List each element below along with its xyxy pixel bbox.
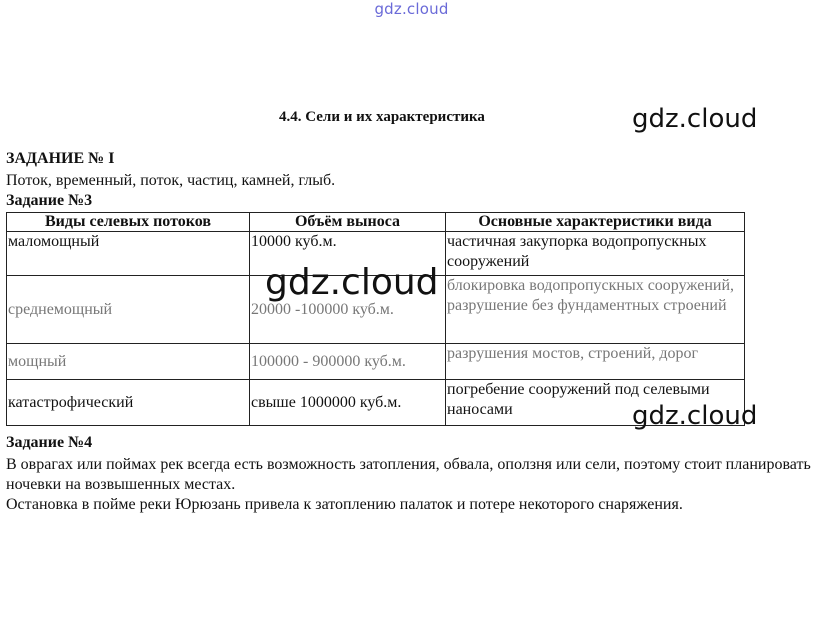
cell-features: частичная закупорка водопропускных сооружений	[446, 232, 745, 276]
watermark: gdz.cloud	[632, 401, 758, 431]
cell-volume: 100000 - 900000 куб.м.	[250, 344, 446, 380]
cell-features: разрушения мостов, строений, дорог	[446, 344, 745, 380]
cell-features: блокировка водопропускных сооружений, разрушение без фундаментных строений	[446, 276, 745, 344]
cell-type: мощный	[7, 344, 250, 380]
task4-paragraph-1: В оврагах или поймах рек всегда есть возможность затопления, обвала, оползня или сели, поэтому стоит планировать ночевки на возвышенных местах.	[6, 456, 811, 493]
task4-text	[6, 455, 816, 515]
task4-paragraph-2: Остановка в пойме реки Юрюзань привела к затоплению палаток и потере некоторого снаряжения.	[6, 496, 683, 513]
table-header-row	[7, 213, 745, 232]
cell-volume: 10000 куб.м.	[250, 232, 446, 276]
task1-text: Поток, временный, поток, частиц, камней, глыб.	[6, 172, 336, 189]
table-row	[7, 344, 745, 380]
cell-type: маломощный	[7, 232, 250, 276]
column-header: Основные характеристики вида	[446, 213, 745, 232]
watermark: gdz.cloud	[265, 262, 439, 303]
watermark: gdz.cloud	[632, 104, 758, 134]
task3-title: Задание №3	[6, 192, 93, 209]
task1-title: ЗАДАНИЕ № I	[6, 150, 115, 167]
cell-type: катастрофический	[7, 380, 250, 426]
column-header: Объём выноса	[250, 213, 446, 232]
mudflow-table	[6, 212, 745, 426]
task4-title: Задание №4	[6, 434, 93, 451]
cell-volume: свыше 1000000 куб.м.	[250, 380, 446, 426]
cell-features: погребение сооружений под селевыми наносами	[446, 380, 745, 426]
column-header: Виды селевых потоков	[7, 213, 250, 232]
section-heading: 4.4. Сели и их характеристика	[279, 109, 485, 125]
watermark-top: gdz.cloud	[374, 0, 449, 18]
cell-volume: 20000 -100000 куб.м.	[250, 276, 446, 344]
cell-type: среднемощный	[7, 276, 250, 344]
